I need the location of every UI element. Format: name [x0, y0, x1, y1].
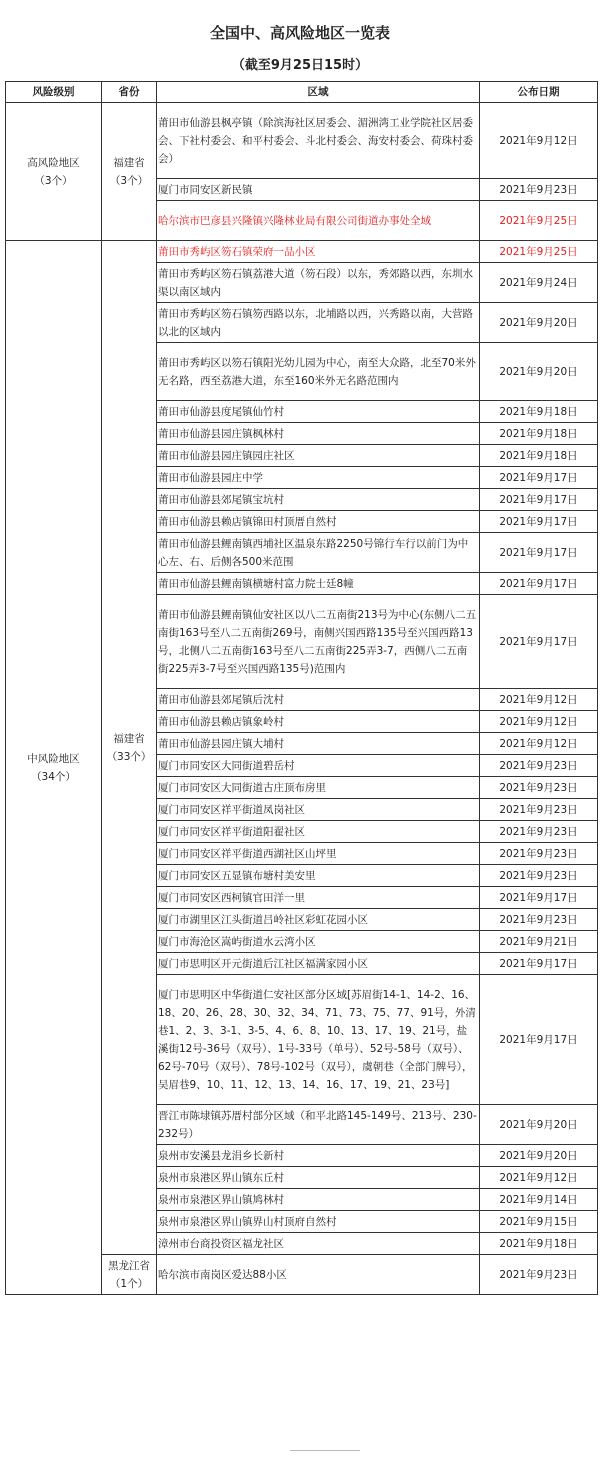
date-cell: 2021年9月24日	[480, 263, 598, 303]
date-cell: 2021年9月25日	[480, 201, 598, 241]
risk-level-cell	[6, 241, 102, 1295]
area-cell: 莆田市仙游县鲤南镇西埔社区温泉东路2250号锦行车行以前门为中心左、右、后侧各500米范围	[157, 533, 480, 573]
risk-level-cell	[6, 103, 102, 241]
area-cell: 莆田市秀屿区笏石镇荔港大道（笏石段）以东，秀郊路以西，东圳水渠以南区域内	[157, 263, 480, 303]
area-cell: 泉州市安溪县龙涓乡长新村	[157, 1145, 480, 1167]
area-cell: 莆田市仙游县园庄镇园庄社区	[157, 445, 480, 467]
date-cell: 2021年9月25日	[480, 241, 598, 263]
date-cell: 2021年9月23日	[480, 1255, 598, 1295]
date-cell: 2021年9月17日	[480, 467, 598, 489]
area-cell: 厦门市海沧区嵩屿街道水云湾小区	[157, 931, 480, 953]
date-cell: 2021年9月18日	[480, 401, 598, 423]
risk-level-count: （3个）	[34, 174, 73, 187]
area-cell: 哈尔滨市南岗区爱达88小区	[157, 1255, 480, 1295]
date-cell: 2021年9月17日	[480, 953, 598, 975]
date-cell: 2021年9月23日	[480, 777, 598, 799]
date-cell: 2021年9月17日	[480, 887, 598, 909]
area-cell: 厦门市同安区五显镇布塘村美安里	[157, 865, 480, 887]
area-cell: 厦门市同安区西柯镇官田洋一里	[157, 887, 480, 909]
table-header-row	[6, 82, 598, 103]
area-cell: 厦门市思明区开元街道后江社区福满家园小区	[157, 953, 480, 975]
area-cell: 漳州市台商投资区福龙社区	[157, 1233, 480, 1255]
area-cell: 晋江市陈埭镇苏厝村部分区域（和平北路145-149号、213号、230-232号）	[157, 1105, 480, 1145]
province-name: 黑龙江省	[108, 1259, 150, 1272]
date-cell: 2021年9月12日	[480, 733, 598, 755]
date-cell: 2021年9月17日	[480, 595, 598, 689]
province-cell	[102, 241, 157, 1255]
date-cell: 2021年9月17日	[480, 975, 598, 1105]
area-cell: 泉州市泉港区界山镇鸠林村	[157, 1189, 480, 1211]
date-cell: 2021年9月20日	[480, 1145, 598, 1167]
date-cell: 2021年9月12日	[480, 103, 598, 179]
area-cell: 厦门市同安区大同街道古庄顶布房里	[157, 777, 480, 799]
area-cell: 莆田市秀屿区笏石镇笏西路以东，北埔路以西，兴秀路以南，大营路以北的区域内	[157, 303, 480, 343]
area-cell: 泉州市泉港区界山镇界山村顶府自然村	[157, 1211, 480, 1233]
area-cell: 莆田市仙游县郊尾镇宝坑村	[157, 489, 480, 511]
area-cell: 莆田市仙游县园庄镇枫林村	[157, 423, 480, 445]
province-cell	[102, 1255, 157, 1295]
area-cell: 厦门市思明区中华街道仁安社区部分区域[苏眉街14-1、14-2、16、18、20、26、28、30、32、34、71、73、75、77、91号，外清巷1、2、3、3-1、3-5、4、6、8、10、13、17、19、21号，盐溪街12号-36号（双号）、1号-33号（单号）、52号-58号（双号）、62号-70号（双号）、78号-102号（双号），虞朝巷（全部门牌号），吴眉巷9、10、11、12、13、14、16、17、19、21、23号]	[157, 975, 480, 1105]
risk-level-count: （34个）	[31, 770, 76, 783]
date-cell: 2021年9月23日	[480, 909, 598, 931]
page-subtitle: （截至9月25日15时）	[231, 58, 369, 73]
header-province: 省份	[102, 82, 157, 103]
province-count: （33个）	[106, 750, 152, 763]
footer-divider	[290, 1450, 360, 1451]
date-cell: 2021年9月17日	[480, 573, 598, 595]
date-cell: 2021年9月15日	[480, 1211, 598, 1233]
date-cell: 2021年9月23日	[480, 179, 598, 201]
area-cell: 莆田市仙游县园庄中学	[157, 467, 480, 489]
area-cell: 厦门市同安区祥平街道阳翟社区	[157, 821, 480, 843]
table-row	[6, 241, 598, 263]
area-cell: 莆田市秀屿区以笏石镇阳光幼儿园为中心，南至大众路，北至70米外无名路，西至荔港大道，东至160米外无名路范围内	[157, 343, 480, 401]
date-cell: 2021年9月20日	[480, 343, 598, 401]
province-name: 福建省	[113, 156, 145, 169]
date-cell: 2021年9月23日	[480, 821, 598, 843]
date-cell: 2021年9月12日	[480, 1167, 598, 1189]
date-cell: 2021年9月20日	[480, 1105, 598, 1145]
area-cell: 莆田市仙游县郊尾镇后沈村	[157, 689, 480, 711]
area-cell: 厦门市湖里区江头街道吕岭社区彩虹花园小区	[157, 909, 480, 931]
table-row	[6, 103, 598, 179]
date-cell: 2021年9月21日	[480, 931, 598, 953]
date-cell: 2021年9月18日	[480, 423, 598, 445]
area-cell: 泉州市泉港区界山镇东丘村	[157, 1167, 480, 1189]
date-cell: 2021年9月17日	[480, 511, 598, 533]
province-cell	[102, 103, 157, 241]
risk-level-label: 高风险地区	[27, 156, 80, 169]
date-cell: 2021年9月18日	[480, 445, 598, 467]
date-cell: 2021年9月23日	[480, 843, 598, 865]
area-cell: 厦门市同安区大同街道碧岳村	[157, 755, 480, 777]
area-cell: 莆田市秀屿区笏石镇荣府一品小区	[157, 241, 480, 263]
area-cell: 厦门市同安区新民镇	[157, 179, 480, 201]
area-cell: 莆田市仙游县枫亭镇（除滨海社区居委会、湄洲湾工业学院社区居委会、下社村委会、和平村委会、斗北村委会、海安村委会、荷珠村委会）	[157, 103, 480, 179]
date-cell: 2021年9月23日	[480, 865, 598, 887]
date-cell: 2021年9月14日	[480, 1189, 598, 1211]
area-cell: 厦门市同安区祥平街道西湖社区山坪里	[157, 843, 480, 865]
area-cell: 厦门市同安区祥平街道凤岗社区	[157, 799, 480, 821]
province-count: （1个）	[109, 1277, 149, 1290]
date-cell: 2021年9月17日	[480, 533, 598, 573]
date-cell: 2021年9月18日	[480, 1233, 598, 1255]
area-cell: 哈尔滨市巴彦县兴隆镇兴隆林业局有限公司街道办事处全域	[157, 201, 480, 241]
area-cell: 莆田市仙游县赖店镇象岭村	[157, 711, 480, 733]
area-cell: 莆田市仙游县园庄镇大埔村	[157, 733, 480, 755]
date-cell: 2021年9月23日	[480, 799, 598, 821]
risk-area-table	[5, 81, 598, 1295]
area-cell: 莆田市仙游县赖店镇锦田村顶厝自然村	[157, 511, 480, 533]
area-cell: 莆田市仙游县度尾镇仙竹村	[157, 401, 480, 423]
header-area: 区域	[157, 82, 480, 103]
table-body	[6, 103, 598, 1295]
province-name: 福建省	[113, 732, 145, 745]
date-cell: 2021年9月23日	[480, 755, 598, 777]
province-count: （3个）	[109, 174, 149, 187]
date-cell: 2021年9月12日	[480, 711, 598, 733]
date-cell: 2021年9月12日	[480, 689, 598, 711]
area-cell: 莆田市仙游县鲤南镇横塘村富力院士廷8幢	[157, 573, 480, 595]
area-cell: 莆田市仙游县鲤南镇仙安社区以八二五南街213号为中心(东侧八二五南街163号至八二五南街269号，南侧兴国西路135号至兴国西路13号，北侧八二五南街163号至八二五南街225弄3-7，西侧八二五南街225弄3-7号至兴国西路135号)范围内	[157, 595, 480, 689]
header-date: 公布日期	[480, 82, 598, 103]
page-title: 全国中、高风险地区一览表	[209, 24, 390, 42]
risk-level-label: 中风险地区	[27, 752, 80, 765]
date-cell: 2021年9月17日	[480, 489, 598, 511]
date-cell: 2021年9月20日	[480, 303, 598, 343]
header-risk-level: 风险级别	[6, 82, 102, 103]
